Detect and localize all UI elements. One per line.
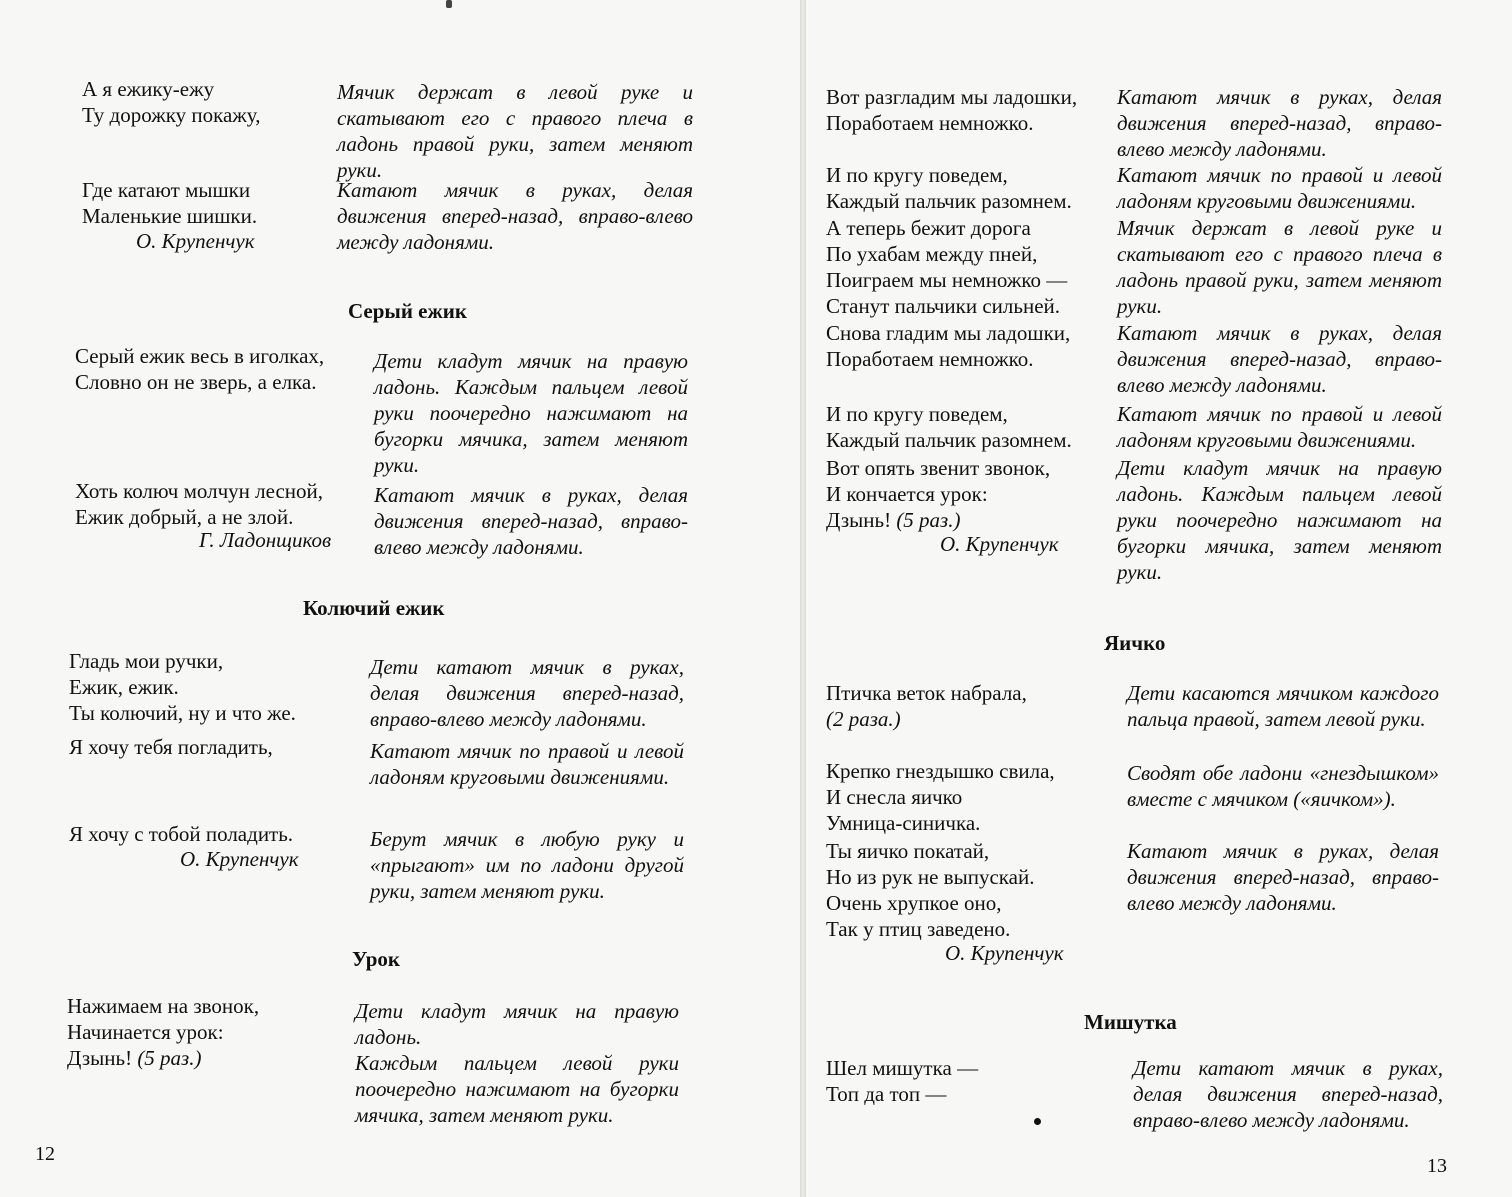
verse-line: Я хочу с тобой поладить. bbox=[69, 822, 294, 846]
author: О. Крупенчук bbox=[136, 229, 255, 253]
verse-line-text: Дзынь! bbox=[826, 508, 892, 532]
verse-line: Поработаем немножко. bbox=[826, 347, 1034, 371]
repeat-note: (5 раз.) bbox=[137, 1046, 202, 1070]
verse-line: Вот опять звенит звонок, bbox=[826, 456, 1051, 480]
verse-line: Ежик, ежик. bbox=[69, 675, 179, 699]
instruction-note: Мячик держат в левой руке и скатывают его с правого плеча в ладонь правой руки, затем меняют руки. bbox=[1117, 216, 1442, 318]
section-heading: Урок bbox=[352, 947, 400, 971]
verse-line: Серый ежик весь в иголках, bbox=[75, 344, 325, 368]
verse-stanza bbox=[69, 821, 293, 847]
verse-line bbox=[67, 1045, 259, 1071]
verse-line: И кончается урок: bbox=[826, 482, 988, 506]
verse-line: Словно он не зверь, а елка. bbox=[75, 370, 317, 394]
verse-line: Каждый пальчик разомнем. bbox=[826, 189, 1072, 213]
instruction-note: Катают мячик по правой и левой ладоням круговыми движениями. bbox=[1117, 402, 1442, 452]
verse-line: Так у птиц заведено. bbox=[826, 917, 1011, 941]
verse-line: Поиграем мы немножко — bbox=[826, 268, 1068, 292]
verse-line: А теперь бежит дорога bbox=[826, 216, 1031, 240]
verse-line: Гладь мои ручки, bbox=[69, 649, 224, 673]
verse-stanza bbox=[826, 215, 1067, 319]
instruction-note: Каждым пальцем левой руки поочередно нажимают на бугорки мячика, затем меняют руки. bbox=[355, 1051, 679, 1127]
author: О. Крупенчук bbox=[180, 847, 299, 871]
verse-stanza bbox=[826, 320, 1070, 372]
page-number: 13 bbox=[1427, 1155, 1447, 1177]
verse-stanza bbox=[75, 343, 324, 395]
verse-line: По ухабам между пней, bbox=[826, 242, 1038, 266]
author: Г. Ладонщиков bbox=[199, 528, 332, 552]
instruction-note: Катают мячик по правой и левой ладоням круговыми движениями. bbox=[1117, 163, 1442, 213]
verse-line: Ту дорожку покажу, bbox=[82, 103, 261, 127]
verse-line: Каждый пальчик разомнем. bbox=[826, 428, 1072, 452]
section-heading: Мишутка bbox=[1084, 1010, 1177, 1034]
author: О. Крупенчук bbox=[945, 941, 1064, 965]
verse-line: Нажимаем на звонок, bbox=[67, 994, 260, 1018]
verse-line: Шел мишутка — bbox=[826, 1056, 979, 1080]
verse-line: Крепко гнездышко свила, bbox=[826, 759, 1055, 783]
instruction-note: Катают мячик в руках, делая движения вперед-назад, вправо-влево между ладонями. bbox=[337, 178, 693, 254]
verse-stanza bbox=[826, 401, 1072, 453]
verse-line-text: Дзынь! bbox=[67, 1046, 133, 1070]
verse-line: Птичка веток набрала, bbox=[826, 681, 1027, 705]
instruction-note: Катают мячик в руках, делая движения вперед-назад, вправо-влево между ладонями. bbox=[1117, 85, 1442, 161]
verse-line: И снесла яичко bbox=[826, 785, 963, 809]
verse-stanza bbox=[75, 478, 323, 530]
verse-stanza bbox=[67, 993, 259, 1071]
verse-stanza bbox=[69, 734, 273, 760]
verse-line: Снова гладим мы ладошки, bbox=[826, 321, 1071, 345]
verse-stanza bbox=[826, 680, 1027, 732]
verse-stanza bbox=[826, 162, 1072, 214]
verse-line: Но из рук не выпускай. bbox=[826, 865, 1035, 889]
instruction-note: Берут мячик в любую руку и «прыгают» им по ладони другой руки, затем меняют руки. bbox=[370, 827, 684, 903]
verse-line: И по кругу поведем, bbox=[826, 402, 1008, 426]
verse-line: Начинается урок: bbox=[67, 1020, 224, 1044]
verse-line: И по кругу поведем, bbox=[826, 163, 1008, 187]
instruction-note: Катают мячик по правой и левой ладоням круговыми движениями. bbox=[370, 739, 684, 789]
verse-stanza bbox=[826, 758, 1055, 836]
instruction-note: Дети кладут мячик на правую ладонь. Каждым пальцем левой руки поочередно нажимают на бугорки мячика, затем меняют руки. bbox=[1117, 456, 1442, 584]
verse-line: Умница-синичка. bbox=[826, 811, 981, 835]
verse-line: Ежик добрый, а не злой. bbox=[75, 505, 294, 529]
verse-line: А я ежику-ежу bbox=[82, 77, 215, 101]
print-mark bbox=[446, 0, 452, 8]
instruction-note: Дети катают мячик в руках, делая движения вперед-назад, вправо-влево между ладонями. bbox=[370, 655, 684, 731]
verse-stanza bbox=[82, 177, 257, 229]
verse-stanza bbox=[826, 838, 1034, 942]
instruction-note: Катают мячик в руках, делая движения вперед-назад, вправо-влево между ладонями. bbox=[1117, 321, 1442, 397]
section-heading: Яичко bbox=[1104, 631, 1166, 655]
verse-line: Я хочу тебя погладить, bbox=[69, 735, 273, 759]
verse-line: Хоть колюч молчун лесной, bbox=[75, 479, 324, 503]
verse-line: Вот разгладим мы ладошки, bbox=[826, 85, 1078, 109]
verse-line: Очень хрупкое оно, bbox=[826, 891, 1002, 915]
page-number: 12 bbox=[35, 1143, 55, 1165]
instruction-note: Мячик держат в левой руке и скатывают его с правого плеча в ладонь правой руки, затем меняют руки. bbox=[337, 80, 693, 182]
verse-stanza bbox=[826, 455, 1050, 533]
instruction-note: Дети катают мячик в руках, делая движения вперед-назад, вправо-влево между ладонями. bbox=[1133, 1056, 1443, 1132]
verse-stanza bbox=[82, 76, 260, 128]
verse-line: Ты яичко покатай, bbox=[826, 839, 990, 863]
verse-line: Поработаем немножко. bbox=[826, 111, 1034, 135]
section-heading: Серый ежик bbox=[348, 299, 467, 323]
instruction-note: Дети кладут мячик на правую ладонь. bbox=[355, 999, 679, 1049]
verse-line: Станут пальчики сильней. bbox=[826, 294, 1061, 318]
instruction-note: Катают мячик в руках, делая движения вперед-назад, вправо-влево между ладонями. bbox=[1127, 839, 1439, 915]
verse-stanza bbox=[826, 1055, 978, 1107]
repeat-note: (2 раза.) bbox=[826, 707, 901, 731]
instruction-note: Катают мячик в руках, делая движения вперед-назад, вправо-влево между ладонями. bbox=[374, 483, 688, 559]
verse-line: Ты колючий, ну и что же. bbox=[69, 701, 296, 725]
repeat-note: (5 раз.) bbox=[896, 508, 961, 532]
verse-line: Где катают мышки bbox=[82, 178, 251, 202]
verse-line: Топ да топ — bbox=[826, 1082, 947, 1106]
verse-line bbox=[826, 507, 1050, 533]
ink-dot bbox=[1034, 1118, 1041, 1125]
verse-stanza bbox=[826, 84, 1077, 136]
instruction-note: Дети касаются мячиком каждого пальца правой, затем левой руки. bbox=[1127, 681, 1439, 731]
author: О. Крупенчук bbox=[940, 532, 1059, 556]
instruction-note: Сводят обе ладони «гнездышком» вместе с мячиком («яичком»). bbox=[1127, 761, 1439, 811]
section-heading: Колючий ежик bbox=[303, 596, 445, 620]
verse-stanza bbox=[69, 648, 296, 726]
verse-line: Маленькие шишки. bbox=[82, 204, 258, 228]
instruction-note: Дети кладут мячик на правую ладонь. Каждым пальцем левой руки поочередно нажимают на бугорки мячика, затем меняют руки. bbox=[374, 349, 688, 477]
